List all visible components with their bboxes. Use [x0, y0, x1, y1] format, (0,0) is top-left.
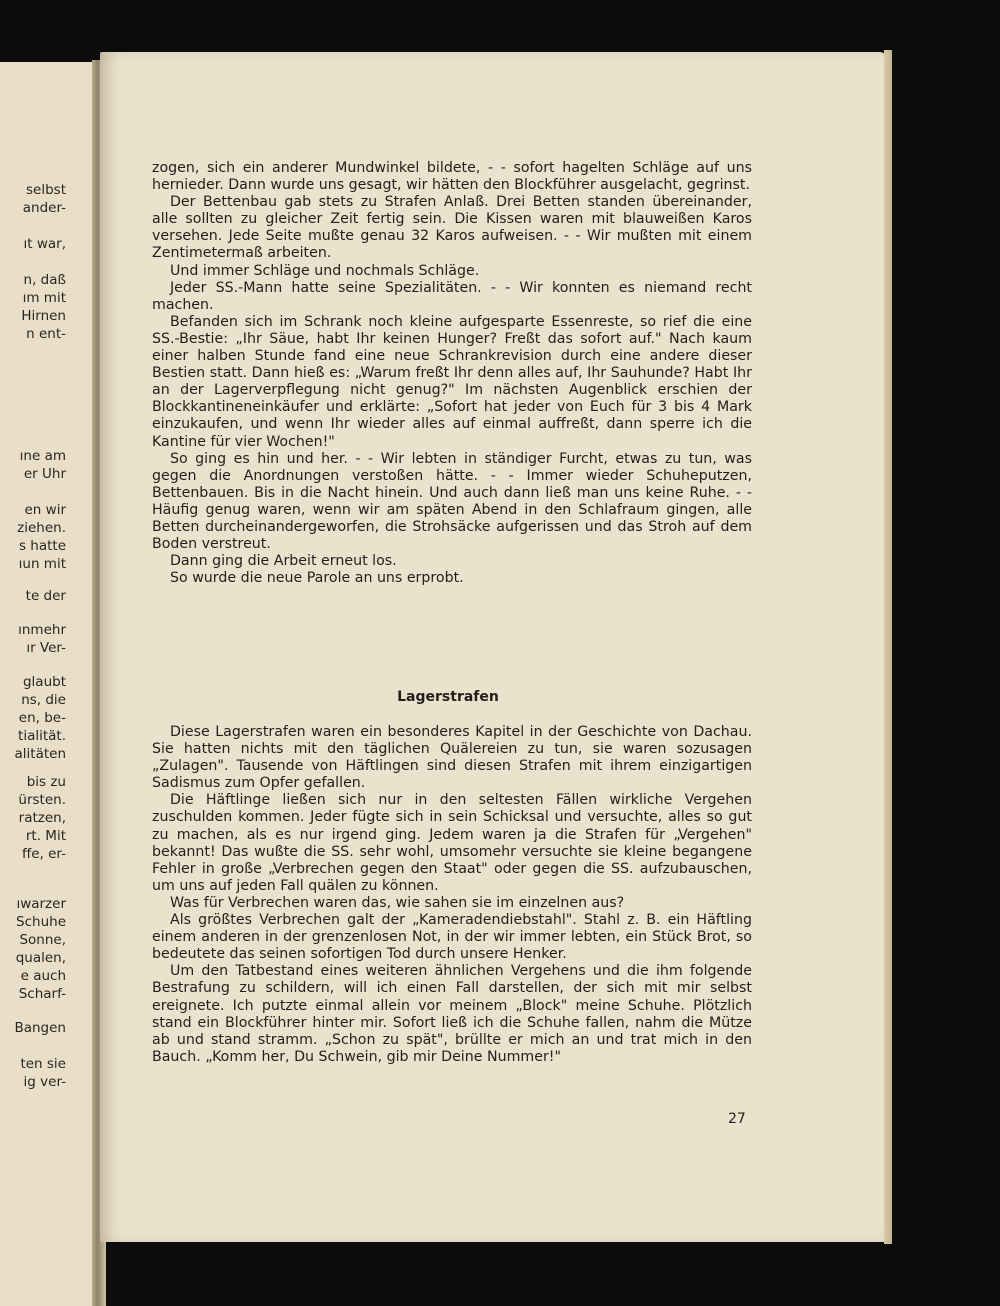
left-fragment: Sonne,	[19, 932, 66, 948]
left-fragment: te der	[25, 588, 66, 604]
paragraph: So ging es hin und her. - - Wir lebten in ständiger Furcht, etwas zu tun, was gegen die Anordnungen verstoßen hätte. - - Immer wieder Schuheputzen, Bettenbauen. Bis in die Nacht hinein. Und auch dann ließ man uns keine Ruhe. - - Häufig genug waren, wenn wir am späten Abend in den Schlafraum gingen, alle Betten durcheinandergeworfen, die Strohsäcke aufgerissen und das Stroh auf dem Boden verstreut.	[152, 450, 752, 553]
paragraph: Diese Lagerstrafen waren ein besonderes Kapitel in der Geschichte von Dachau. Sie hatten nichts mit den täglichen Quälereien zu tun, sie waren sozusagen „Zulagen". Tausende von Häftlingen sind diesen Strafen mit ihrem einzigartigen Sadismus zum Opfer gefallen.	[152, 724, 752, 792]
left-fragment: ten sie	[20, 1056, 66, 1072]
left-fragment: ıun mit	[18, 556, 66, 572]
left-fragment: ander-	[22, 200, 66, 216]
left-fragment: s hatte	[18, 538, 66, 554]
left-fragment: en, be-	[18, 710, 66, 726]
paragraph: So wurde die neue Parole an uns erprobt.	[170, 570, 464, 587]
left-fragment: ig ver-	[23, 1074, 66, 1090]
left-fragment: ıt war,	[23, 236, 66, 252]
left-fragment: e auch	[20, 968, 66, 984]
paragraph: Befanden sich im Schrank noch kleine aufgesparte Essenreste, so rief die eine SS.-Bestie: „Ihr Säue, habt Ihr keinen Hunger? Freßt das sofort auf." Nach kaum einer halben Stunde fand eine neue Schrankrevision durch eine andere dieser Bestien statt. Dann hieß es: „Warum freßt Ihr denn alles auf, Ihr Sauhunde? Habt Ihr an der Lagerverpflegung nicht genug?" Im nächsten Augenblick erschien der Blockkantineneinkäufer und erklärte: „Sofort hat jeder von Euch für 3 bis 4 Mark einzukaufen, und wenn Ihr wieder alles auf einmal auffreßt, dann sperre ich die Kantine für vier Wochen!"	[152, 313, 752, 450]
paragraph: Dann ging die Arbeit erneut los.	[170, 553, 397, 570]
left-fragment: bis zu	[26, 774, 66, 790]
left-fragment: ır Ver-	[26, 640, 66, 656]
body-text-bottom	[152, 724, 752, 1066]
left-fragment: glaubt	[22, 674, 66, 690]
paragraph: Um den Tatbestand eines weiteren ähnlichen Vergehens und die ihm folgende Bestrafung zu schildern, will ich einen Fall darstellen, der sich mit mir selbst ereignete. Ich putzte einmal allein vor meinem „Block" meine Schuhe. Plötzlich stand ein Blockführer hinter mir. Sofort ließ ich die Schuhe fallen, nahm die Mütze ab und stand stramm. „Schon zu spät", brüllte er mich an und trat mich in den Bauch. „Komm her, Du Schwein, gib mir Deine Nummer!"	[152, 963, 752, 1065]
left-fragment: ınmehr	[18, 622, 66, 638]
left-page	[0, 62, 96, 1306]
left-fragment: ıne am	[19, 448, 66, 464]
paragraph: Der Bettenbau gab stets zu Strafen Anlaß. Drei Betten standen übereinander, alle sollten zu gleicher Zeit fertig sein. Die Kissen waren mit blauweißen Karos versehen. Jede Seite mußte genau 32 Karos aufweisen. - - Wir mußten mit einem Zentimetermaß arbeiten.	[152, 194, 752, 262]
paragraph: Was für Verbrechen waren das, wie sahen sie im einzelnen aus?	[170, 894, 625, 911]
paragraph: Jeder SS.-Mann hatte seine Spezialitäten. - - Wir konnten es niemand recht machen.	[152, 279, 752, 313]
left-fragment: n ent-	[26, 326, 66, 342]
left-fragment: selbst	[26, 182, 66, 198]
left-fragment: Schuhe	[16, 914, 66, 930]
left-fragment: ns, die	[21, 692, 66, 708]
left-fragment: er Uhr	[23, 466, 66, 482]
left-fragment: tialität.	[18, 728, 66, 744]
paragraph: zogen, sich ein anderer Mundwinkel bildete, - - sofort hagelten Schläge auf uns hernieder. Dann wurde uns gesagt, wir hätten den Blockführer ausgelacht, gegrinst.	[152, 160, 752, 194]
left-fragment: en wir	[24, 502, 66, 518]
paragraph: Als größtes Verbrechen galt der „Kameradendiebstahl". Stahl z. B. ein Häftling einem anderen in der grenzenlosen Not, in der wir immer lebten, ein Stück Brot, so bedeutete das seinen sofortigen Tod durch unsere Henker.	[152, 912, 752, 963]
left-fragment: n, daß	[23, 272, 66, 288]
left-fragment: rt. Mit	[25, 828, 66, 844]
left-fragment: ım mit	[22, 290, 66, 306]
paragraph: Die Häftlinge ließen sich nur in den seltesten Fällen wirkliche Vergehen zuschulden kommen. Jeder fügte sich in sein Schicksal und versuchte, alles so gut zu machen, als es nur irgend ging. Jedem waren ja die Strafen für „Vergehen" bekannt! Das wußte die SS. sehr wohl, umsomehr versuchte sie kleine begangene Fehler in große „Verbrechen gegen den Staat" oder gegen die SS. aufzubauschen, um uns auf jeden Fall quälen zu können.	[152, 792, 752, 894]
left-fragment: ürsten.	[18, 792, 66, 808]
left-fragment: Bangen	[14, 1020, 66, 1036]
paragraph: Und immer Schläge und nochmals Schläge.	[170, 262, 480, 279]
page-edge	[884, 50, 892, 1244]
section-heading: Lagerstrafen	[397, 689, 499, 705]
body-text-top	[152, 160, 752, 587]
left-fragment: ıwarzer	[16, 896, 66, 912]
left-fragment: ziehen.	[17, 520, 66, 536]
left-fragment: Hirnen	[21, 308, 66, 324]
left-fragment: alitäten	[14, 746, 66, 762]
left-fragment: qualen,	[15, 950, 66, 966]
left-fragment: Scharf-	[18, 986, 66, 1002]
left-fragment: ratzen,	[18, 810, 66, 826]
left-fragment: ffe, er-	[21, 846, 66, 862]
page-number: 27	[728, 1111, 746, 1127]
